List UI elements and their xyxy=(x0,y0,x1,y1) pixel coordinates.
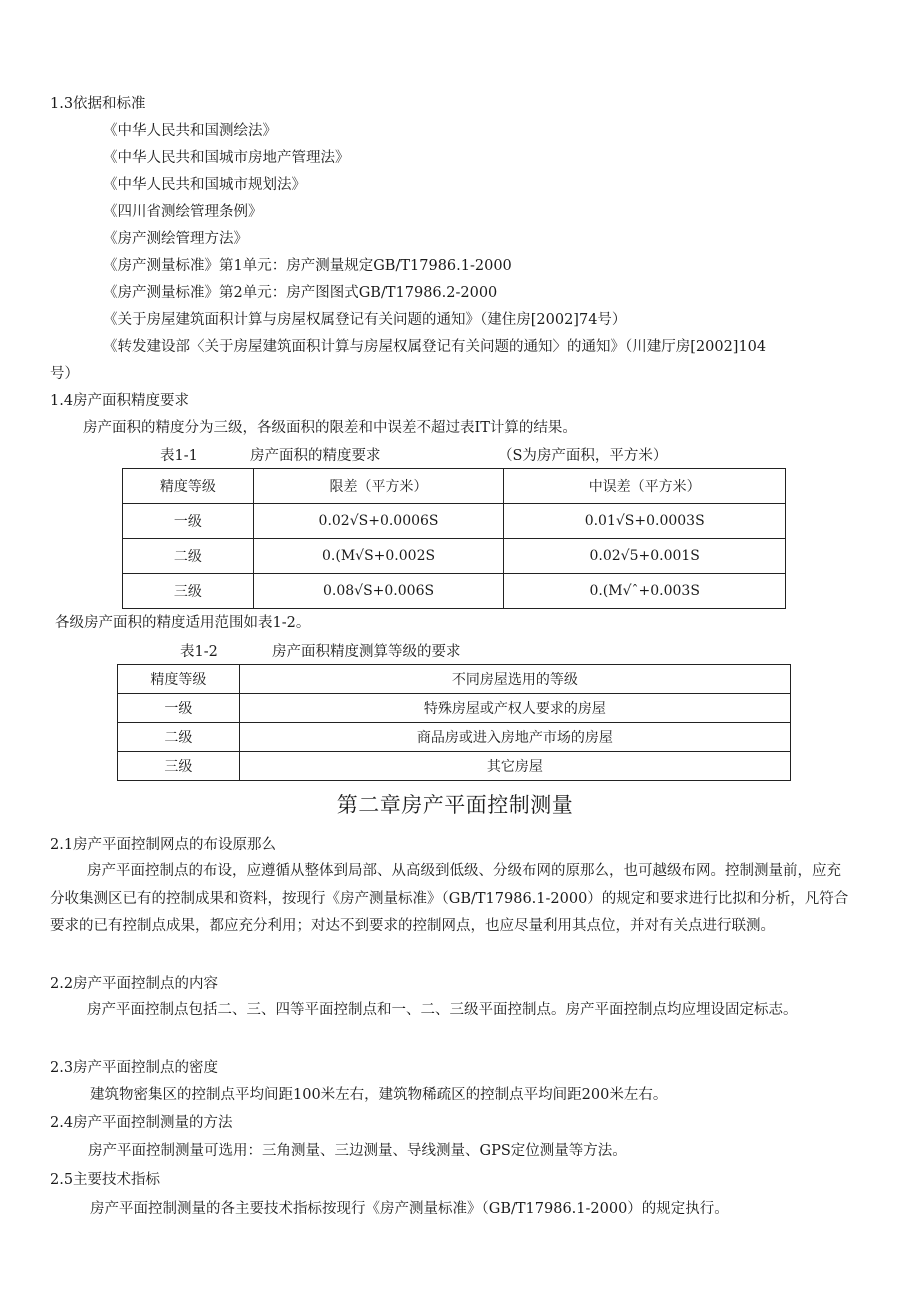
reference-item: 《关于房屋建筑面积计算与房屋权属登记有关问题的通知》（建住房[2002]74号） xyxy=(103,312,627,328)
reference-item: 《转发建设部〈关于房屋建筑面积计算与房屋权属登记有关问题的通知〉的通知》（川建厅房[2002]104 xyxy=(103,339,767,355)
section-1-4-intro: 房产面积的精度分为三级，各级面积的限差和中误差不超过表IT计算的结果。 xyxy=(83,420,577,436)
section-1-4-heading: 1.4房产面积精度要求 xyxy=(50,393,190,409)
table-row xyxy=(118,723,791,752)
section-2-3-heading: 2.3房产平面控制点的密度 xyxy=(50,1060,219,1076)
section-1-3-heading: 1.3依据和标准 xyxy=(50,96,146,112)
section-2-3-body: 建筑物密集区的控制点平均间距100米左右，建筑物稀疏区的控制点平均间距200米左右。 xyxy=(90,1087,668,1103)
reference-item: 《房产测绘管理方法》 xyxy=(103,231,248,247)
table-header-cell: 中误差（平方米） xyxy=(504,469,786,504)
table-row xyxy=(123,539,786,574)
precision-grade-usage-table xyxy=(117,664,791,781)
tolerance-cell: 0.02√S+0.0006S xyxy=(253,504,504,539)
table-1-1-caption-number: 表1-1 xyxy=(160,448,198,464)
section-2-1-body xyxy=(50,858,855,941)
grade-cell: 一级 xyxy=(123,504,254,539)
section-2-2-heading: 2.2房产平面控制点的内容 xyxy=(50,976,219,992)
reference-item: 《房产测量标准》第1单元：房产测量规定GB/T17986.1-2000 xyxy=(103,258,512,274)
section-2-1-heading: 2.1房产平面控制网点的布设原那么 xyxy=(50,837,277,853)
mean-error-cell: 0.01√S+0.0003S xyxy=(504,504,786,539)
table-1-2-reference: 各级房产面积的精度适用范围如表1-2。 xyxy=(55,615,311,631)
reference-item: 《中华人民共和国城市规划法》 xyxy=(103,177,306,193)
reference-item: 《中华人民共和国测绘法》 xyxy=(103,123,277,139)
mean-error-cell: 0.(M√ˆ+0.003S xyxy=(504,574,786,609)
section-2-4-body: 房产平面控制测量可选用：三角测量、三边测量、导线测量、GPS定位测量等方法。 xyxy=(88,1143,627,1159)
usage-cell: 特殊房屋或产权人要求的房屋 xyxy=(239,694,790,723)
table-row xyxy=(123,574,786,609)
table-header-cell: 限差（平方米） xyxy=(253,469,504,504)
precision-requirements-table xyxy=(122,468,786,609)
reference-item: 《房产测量标准》第2单元：房产图图式GB/T17986.2-2000 xyxy=(103,285,498,301)
usage-cell: 其它房屋 xyxy=(239,752,790,781)
grade-cell: 一级 xyxy=(118,694,240,723)
table-1-1-caption-note: （S为房产面积，平方米） xyxy=(498,448,668,464)
table-header-row xyxy=(123,469,786,504)
grade-cell: 三级 xyxy=(118,752,240,781)
reference-item-tail: 号） xyxy=(50,366,79,382)
table-header-row xyxy=(118,665,791,694)
table-header-cell: 精度等级 xyxy=(123,469,254,504)
chapter-title: 第二章房产平面控制测量 xyxy=(336,793,574,817)
grade-cell: 二级 xyxy=(123,539,254,574)
tolerance-cell: 0.08√S+0.006S xyxy=(253,574,504,609)
table-row xyxy=(118,752,791,781)
section-2-5-heading: 2.5主要技术指标 xyxy=(50,1172,161,1188)
table-1-2-caption-number: 表1-2 xyxy=(180,644,218,660)
section-2-2-body xyxy=(50,997,855,1025)
table-1-1-caption-title: 房产面积的精度要求 xyxy=(250,448,381,464)
reference-item: 《四川省测绘管理条例》 xyxy=(103,204,263,220)
reference-item: 《中华人民共和国城市房地产管理法》 xyxy=(103,150,350,166)
section-2-1-text: 房产平面控制点的布设，应遵循从整体到局部、从高级到低级、分级布网的原那么，也可越级布网。控制测量前，应充分收集测区已有的控制成果和资料，按现行《房产测量标准》（GB/T17986.1-2000）的规定和要求进行比拟和分析，凡符合要求的已有控制点成果，都应充分利用；对达不到要求的控制网点，也应尽量利用其点位，并对有关点进行联测。 xyxy=(50,863,849,934)
grade-cell: 二级 xyxy=(118,723,240,752)
usage-cell: 商品房或进入房地产市场的房屋 xyxy=(239,723,790,752)
mean-error-cell: 0.02√5+0.001S xyxy=(504,539,786,574)
section-2-5-body: 房产平面控制测量的各主要技术指标按现行《房产测量标准》（GB/T17986.1-2000）的规定执行。 xyxy=(90,1201,729,1217)
table-row xyxy=(123,504,786,539)
table-row xyxy=(118,694,791,723)
table-header-cell: 精度等级 xyxy=(118,665,240,694)
tolerance-cell: 0.(M√S+0.002S xyxy=(253,539,504,574)
section-2-4-heading: 2.4房产平面控制测量的方法 xyxy=(50,1115,233,1131)
section-2-2-text: 房产平面控制点包括二、三、四等平面控制点和一、二、三级平面控制点。房产平面控制点均应埋设固定标志。 xyxy=(87,1002,798,1018)
grade-cell: 三级 xyxy=(123,574,254,609)
table-header-cell: 不同房屋选用的等级 xyxy=(239,665,790,694)
table-1-2-caption-title: 房产面积精度测算等级的要求 xyxy=(272,644,461,660)
